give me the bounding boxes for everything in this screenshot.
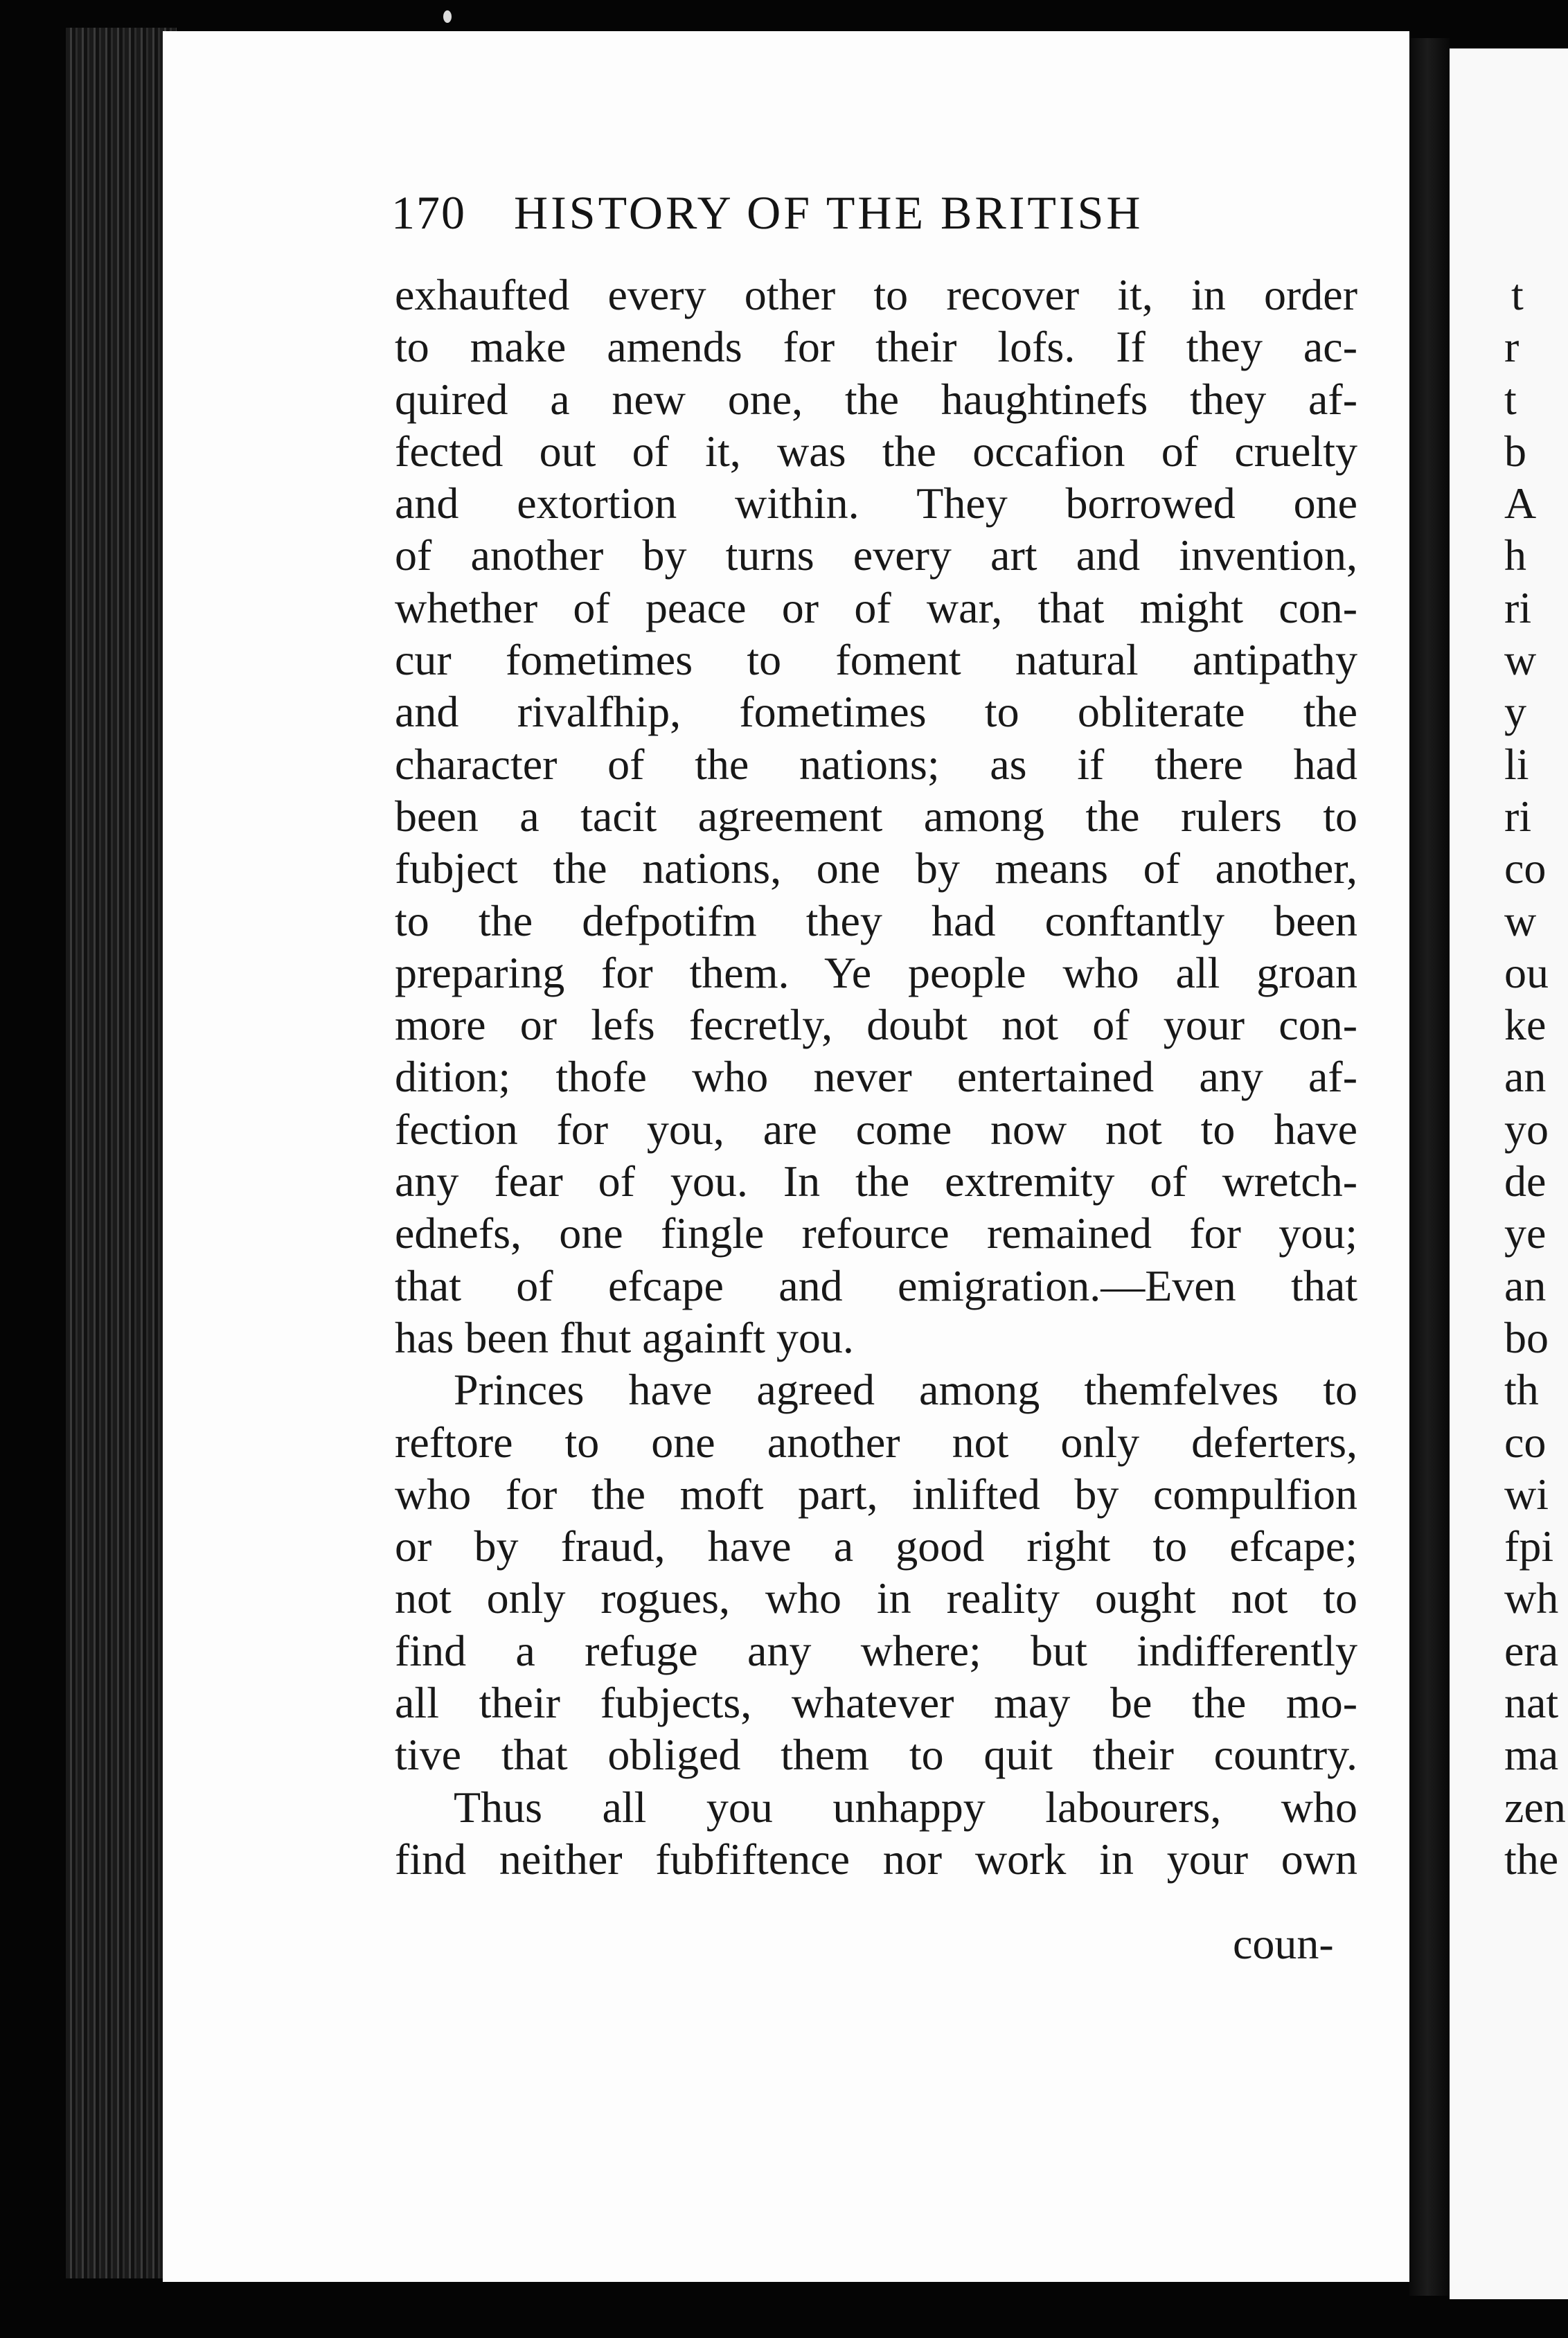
text-line: and extortion within. They borrowed one [395, 479, 1357, 528]
facing-fragment: t [1504, 374, 1517, 424]
facing-fragment: b [1504, 426, 1526, 476]
facing-fragment: co [1504, 844, 1547, 893]
ink-speck [443, 10, 452, 23]
paragraph-end-line: has been fhut againft you. [395, 1312, 854, 1362]
facing-fragment: the [1504, 1834, 1559, 1884]
text-line: who for the moft part, inlifted by compulfion [395, 1469, 1357, 1519]
facing-fragment: nat [1504, 1678, 1559, 1728]
text-line: dition; thofe who never entertained any af- [395, 1052, 1357, 1102]
facing-fragment: fpi [1504, 1522, 1554, 1571]
body-text [395, 269, 1357, 1885]
facing-fragment: an [1504, 1052, 1547, 1102]
text-line: whether of peace or of war, that might con- [395, 582, 1357, 632]
text-line: and rivalfhip, fometimes to obliterate the [395, 687, 1357, 737]
text-line: all their fubjects, whatever may be the mo- [395, 1678, 1357, 1728]
facing-fragment: h [1504, 530, 1526, 580]
facing-fragment: ke [1504, 1000, 1547, 1050]
text-line: to make amends for their lofs. If they ac- [395, 322, 1357, 372]
text-line: quired a new one, the haughtinefs they af- [395, 374, 1357, 424]
page-edges-binding [66, 28, 177, 2278]
text-line: ednefs, one fingle refource remained for you; [395, 1208, 1357, 1258]
text-line: find a refuge any where; but indifferently [395, 1625, 1357, 1675]
text-line: character of the nations; as if there had [395, 739, 1357, 789]
text-line: been a tacit agreement among the rulers to [395, 791, 1357, 841]
text-line: preparing for them. Ye people who all groan [395, 947, 1357, 997]
facing-fragment: wi [1504, 1469, 1549, 1519]
paragraph-end-line: tive that obliged them to quit their country. [395, 1730, 1357, 1780]
facing-fragment: w [1504, 635, 1537, 685]
running-title: HISTORY OF THE BRITISH [514, 186, 1143, 239]
text-line: cur fometimes to foment natural antipathy [395, 635, 1357, 685]
facing-fragment: bo [1504, 1312, 1549, 1362]
catchword: coun- [1233, 1919, 1334, 1968]
facing-fragment: ri [1504, 582, 1532, 632]
running-head [391, 186, 1361, 241]
facing-fragment: ye [1504, 1208, 1547, 1258]
facing-fragment: t [1511, 270, 1524, 319]
text-line: reftore to one another not only deferters, [395, 1417, 1357, 1467]
facing-fragment: era [1504, 1625, 1559, 1675]
text-line: of another by turns every art and invention, [395, 530, 1357, 580]
facing-fragment: li [1504, 739, 1529, 789]
facing-fragment: wh [1504, 1573, 1559, 1623]
paragraph-start-line: Princes have agreed among themfelves to [454, 1365, 1357, 1415]
facing-fragment: y [1504, 687, 1526, 737]
facing-fragment: ma [1504, 1730, 1559, 1780]
facing-fragment: an [1504, 1260, 1547, 1310]
text-line: that of efcape and emigration.—Even that [395, 1260, 1357, 1310]
facing-fragment: r [1504, 322, 1520, 372]
text-line: any fear of you. In the extremity of wretch- [395, 1157, 1357, 1206]
facing-fragment: A [1504, 479, 1537, 528]
text-line: find neither fubfiftence nor work in your own [395, 1834, 1357, 1884]
facing-fragment: w [1504, 895, 1537, 945]
facing-fragment: de [1504, 1157, 1547, 1206]
facing-fragment: th [1504, 1365, 1539, 1415]
facing-fragment: ou [1504, 947, 1549, 997]
text-line: fection for you, are come now not to have [395, 1104, 1357, 1154]
text-line: not only rogues, who in reality ought not to [395, 1573, 1357, 1623]
book-gutter [1409, 38, 1450, 2296]
facing-fragment: co [1504, 1417, 1547, 1467]
text-line: more or lefs fecretly, doubt not of your con- [395, 1000, 1357, 1050]
facing-fragment: yo [1504, 1104, 1549, 1154]
paragraph-start-line: Thus all you unhappy labourers, who [454, 1782, 1357, 1832]
facing-page-text [1504, 269, 1568, 1885]
text-line: exhaufted every other to recover it, in order [395, 270, 1357, 319]
page-number: 170 [391, 186, 466, 239]
facing-fragment: ri [1504, 791, 1532, 841]
text-line: or by fraud, have a good right to efcape; [395, 1522, 1357, 1571]
text-line: to the defpotifm they had conftantly been [395, 895, 1357, 945]
text-line: fubject the nations, one by means of another, [395, 844, 1357, 893]
text-line: fected out of it, was the occafion of cruelty [395, 426, 1357, 476]
facing-fragment: zen [1504, 1782, 1566, 1832]
